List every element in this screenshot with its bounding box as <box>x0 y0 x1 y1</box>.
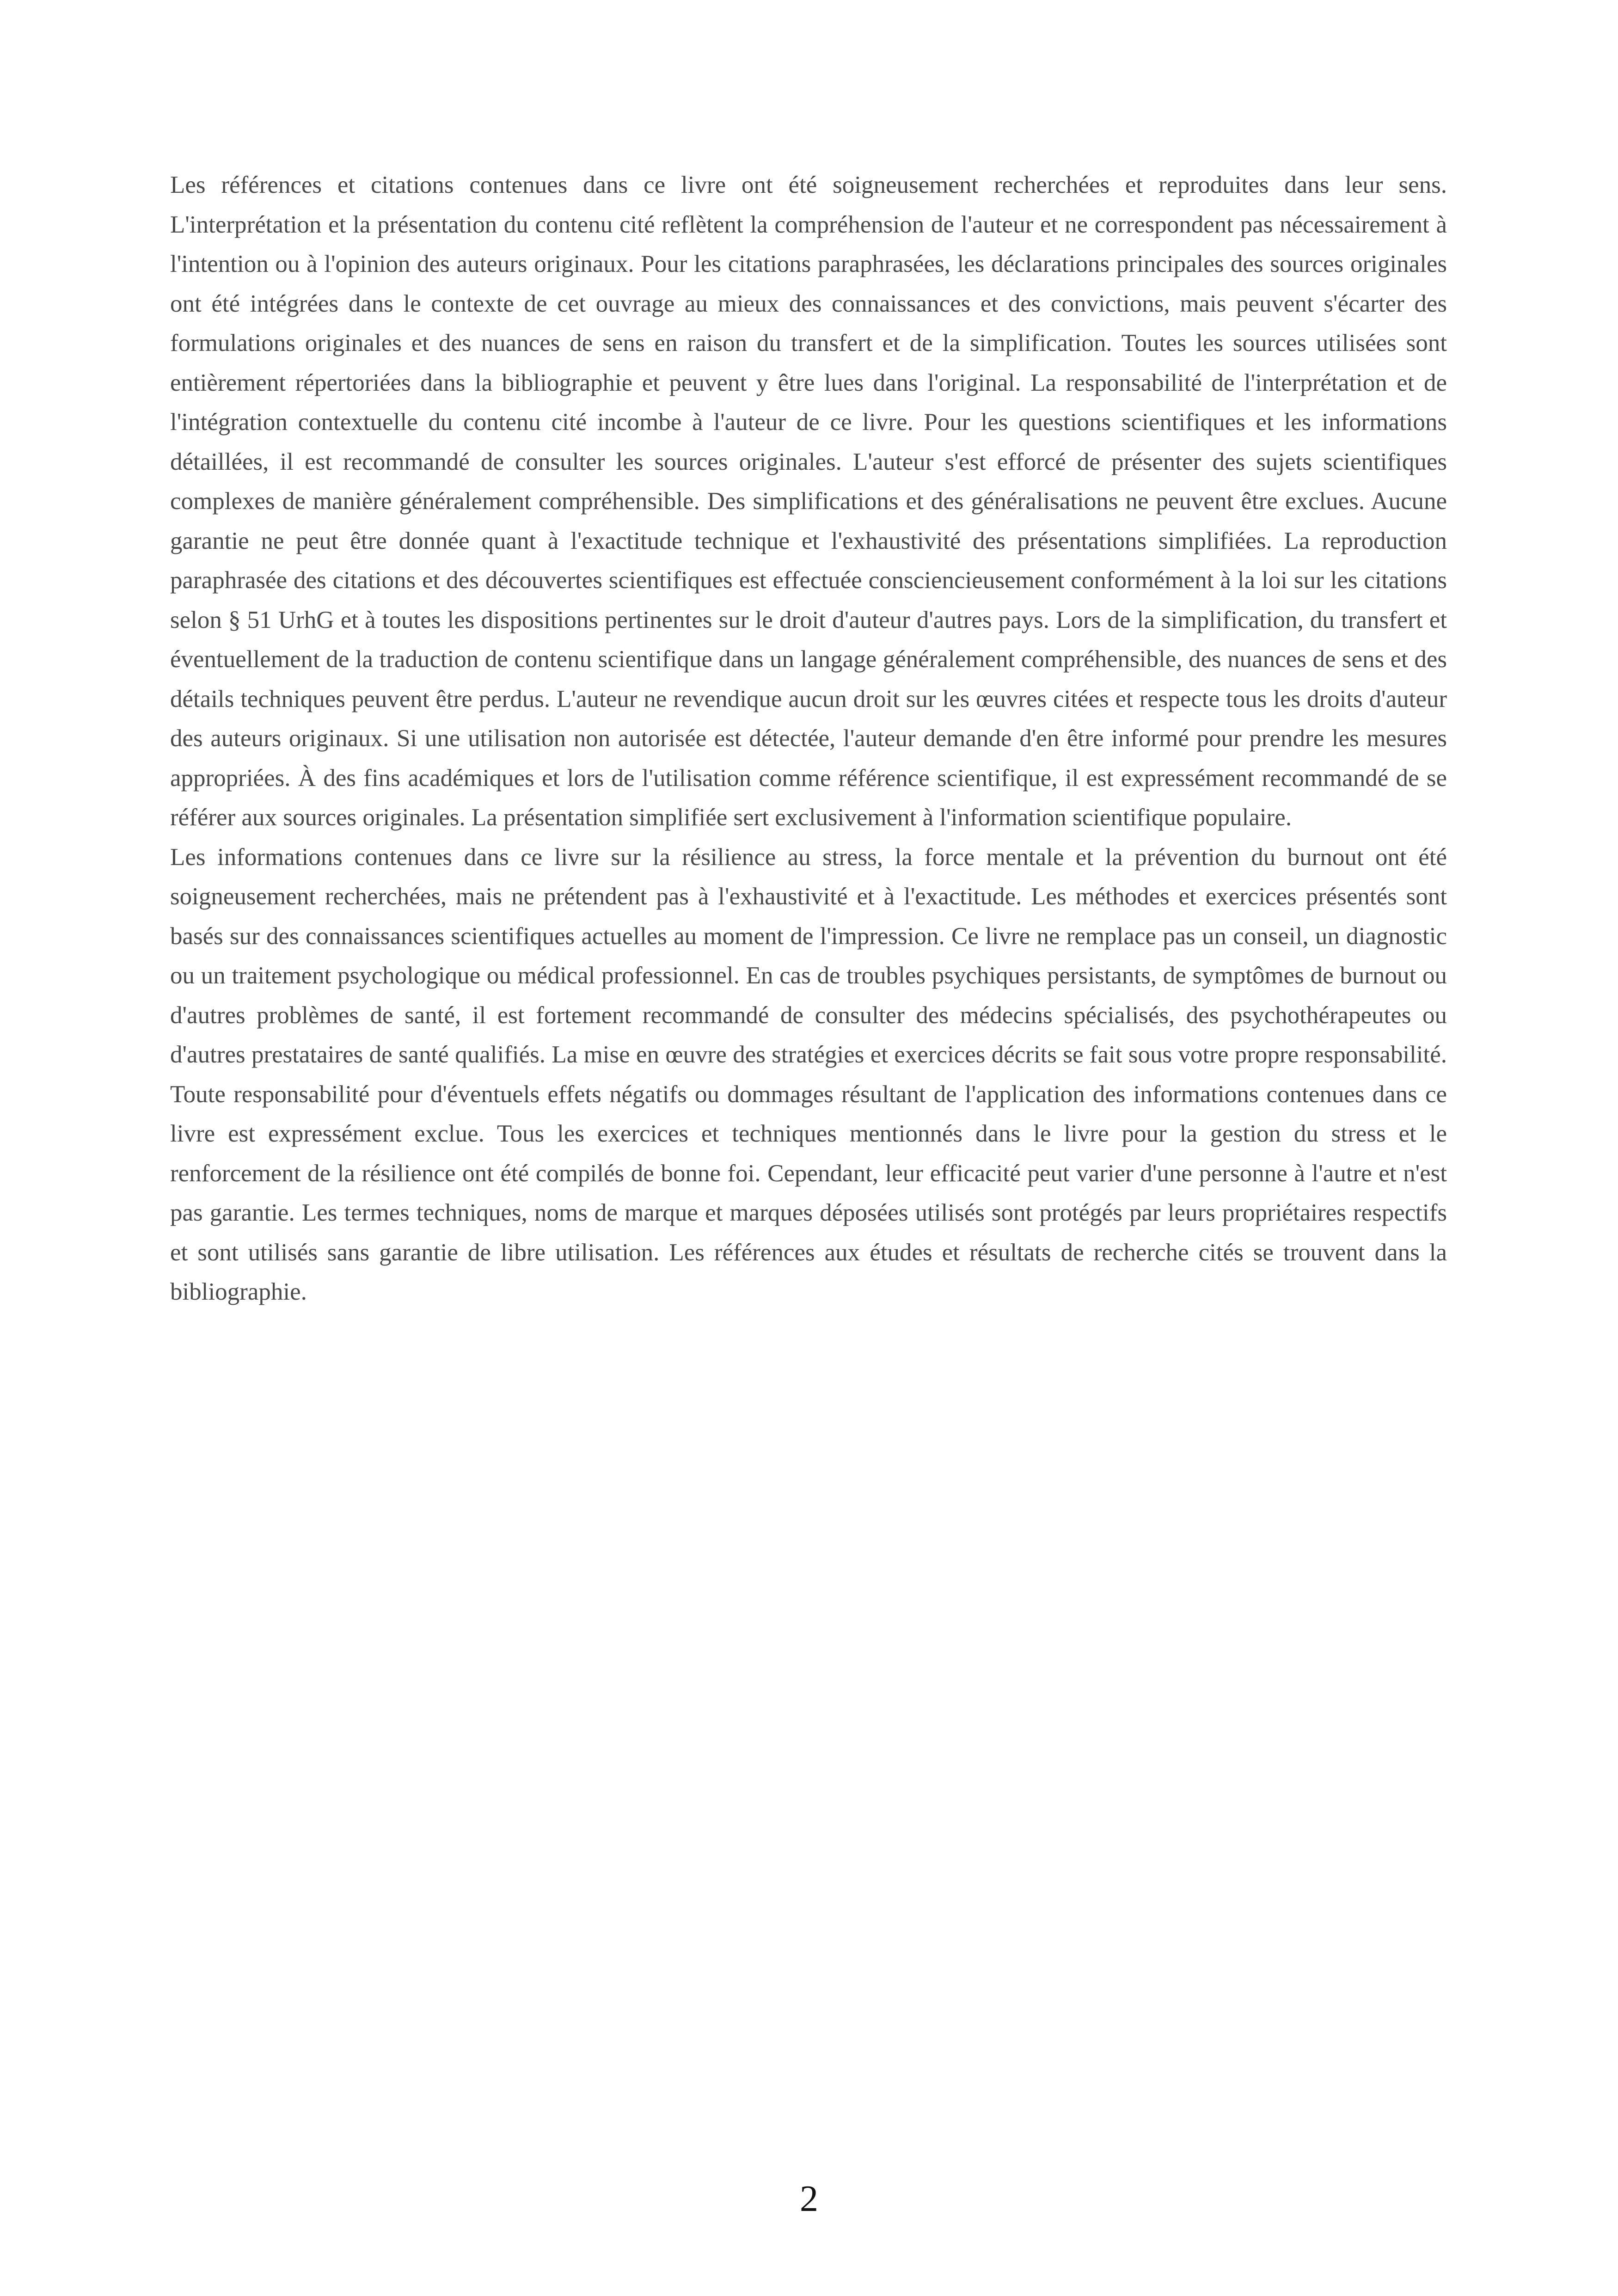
paragraph-citations-disclaimer: Les références et citations contenues dans ce livre ont été soigneusement recherchées et reproduites dans leur sens. L'interprétation et la présentation du contenu cité reflètent la compréhension de l'auteur et ne correspondent pas nécessairement à l'intention ou à l'opinion des auteurs originaux. Pour les citations paraphrasées, les déclarations principales des sources originales ont été intégrées dans le contexte de cet ouvrage au mieux des connaissances et des convictions, mais peuvent s'écarter des formulations originales et des nuances de sens en raison du transfert et de la simplification. Toutes les sources utilisées sont entièrement répertoriées dans la bibliographie et peuvent y être lues dans l'original. La responsabilité de l'interprétation et de l'intégration contextuelle du contenu cité incombe à l'auteur de ce livre. Pour les questions scientifiques et les informations détaillées, il est recommandé de consulter les sources originales. L'auteur s'est efforcé de présenter des sujets scientifiques complexes de manière généralement compréhensible. Des simplifications et des généralisations ne peuvent être exclues. Aucune garantie ne peut être donnée quant à l'exactitude technique et l'exhaustivité des présentations simplifiées. La reproduction paraphrasée des citations et des découvertes scientifiques est effectuée consciencieusement conformément à la loi sur les citations selon § 51 UrhG et à toutes les dispositions pertinentes sur le droit d'auteur d'autres pays. Lors de la simplification, du transfert et éventuellement de la traduction de contenu scientifique dans un langage généralement compréhensible, des nuances de sens et des détails techniques peuvent être perdus. L'auteur ne revendique aucun droit sur les œuvres citées et respecte tous les droits d'auteur des auteurs originaux. Si une utilisation non autorisée est détectée, l'auteur demande d'en être informé pour prendre les mesures appropriées. À des fins académiques et lors de l'utilisation comme référence scientifique, il est expressément recommandé de se référer aux sources originales. La présentation simplifiée sert exclusivement à l'information scientifique populaire. <box>170 172 1447 831</box>
body-text <box>170 166 1447 1312</box>
page-number: 2 <box>800 2179 818 2219</box>
paragraph-health-disclaimer: Les informations contenues dans ce livre sur la résilience au stress, la force mentale et la prévention du burnout ont été soigneusement recherchées, mais ne prétendent pas à l'exhaustivité et à l'exactitude. Les méthodes et exercices présentés sont basés sur des connaissances scientifiques actuelles au moment de l'impression. Ce livre ne remplace pas un conseil, un diagnostic ou un traitement psychologique ou médical professionnel. En cas de troubles psychiques persistants, de symptômes de burnout ou d'autres problèmes de santé, il est fortement recommandé de consulter des médecins spécialisés, des psychothérapeutes ou d'autres prestataires de santé qualifiés. La mise en œuvre des stratégies et exercices décrits se fait sous votre propre responsabilité. Toute responsabilité pour d'éventuels effets négatifs ou dommages résultant de l'application des informations contenues dans ce livre est expressément exclue. Tous les exercices et techniques mentionnés dans le livre pour la gestion du stress et le renforcement de la résilience ont été compilés de bonne foi. Cependant, leur efficacité peut varier d'une personne à l'autre et n'est pas garantie. Les termes techniques, noms de marque et marques déposées utilisés sont protégés par leurs propriétaires respectifs et sont utilisés sans garantie de libre utilisation. Les références aux études et résultats de recherche cités se trouvent dans la bibliographie. <box>170 843 1447 1305</box>
